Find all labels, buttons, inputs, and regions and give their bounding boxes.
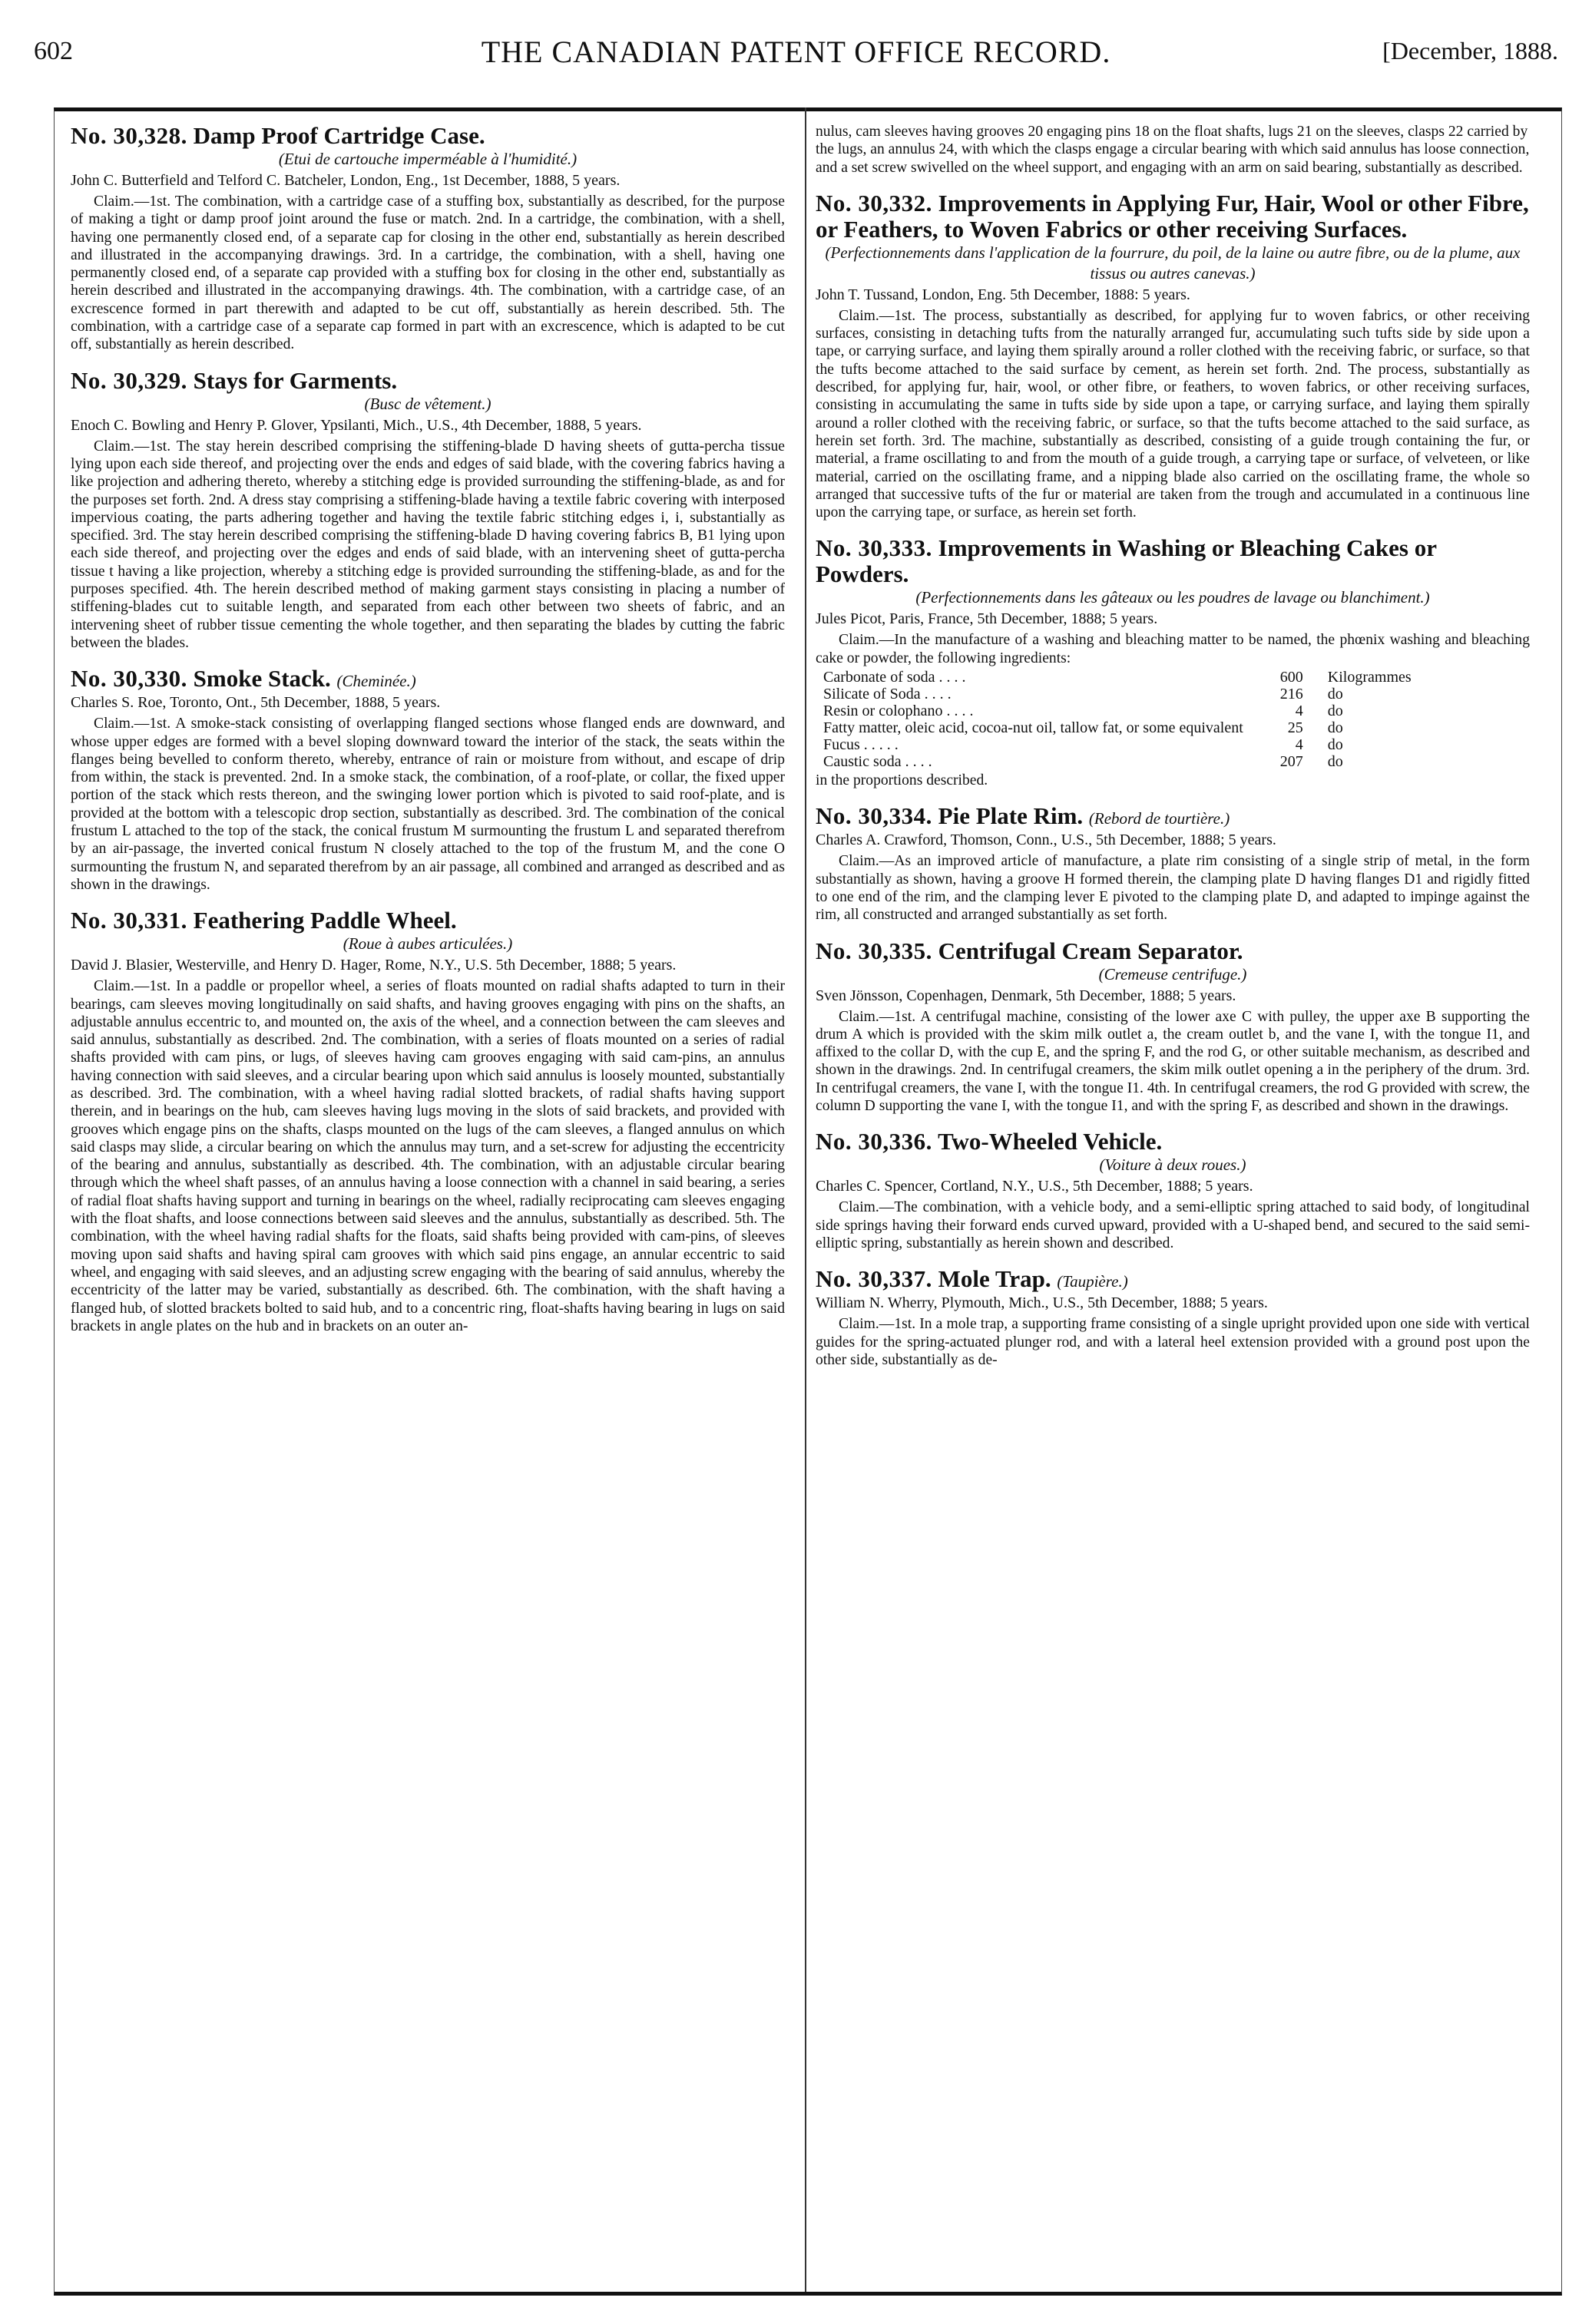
inventor-line: Sven Jönsson, Copenhagen, Denmark, 5th December, 1888; 5 years. <box>816 987 1236 1004</box>
patent-heading: No. 30,333. Improvements in Washing or Bleaching Cakes or Powders. <box>816 534 1437 588</box>
patent-entry <box>816 1129 1530 1252</box>
ingredient-row: Fatty matter, oleic acid, cocoa-nut oil, tallow fat, or some equivalent 25 do <box>823 719 1343 737</box>
patent-heading: No. 30,337. Mole Trap. (Taupière.) <box>816 1265 1128 1293</box>
right-column <box>816 123 1530 2273</box>
claim-text: nulus, cam sleeves having grooves 20 engaging pins 18 on the float shafts, lugs 21 on the sleeves, clasps 22 carried by the lugs, an annulus 24, with which the clasps engage a circular bearing with which said annulus has loose connection, and a set screw swivelled on the wheel support, and engaging with an arm on said bearing, substantially as described. <box>816 124 1530 176</box>
claim-text: Claim.—1st. In a mole trap, a supporting frame consisting of a single upright provided upon one side with vertical guides for the spring-actuated plunger rod, and with a lateral heel extension provided with a ground post upon the other side, substantially as de- <box>816 1316 1530 1368</box>
left-column <box>71 123 785 2273</box>
inventor-line: David J. Blasier, Westerville, and Henry D. Hager, Rome, N.Y., U.S. 5th December, 1888; 5 years. <box>71 957 677 974</box>
french-title: (Cremeuse centrifuge.) <box>1098 964 1247 983</box>
inventor-line: Charles S. Roe, Toronto, Ont., 5th December, 1888, 5 years. <box>71 694 441 712</box>
claim-text: Claim.—In the manufacture of a washing and bleaching matter to be named, the phœnix washing and bleaching cake or powder, the following ingredients: <box>816 632 1530 666</box>
french-title: (Busc de vêtement.) <box>364 394 492 413</box>
patent-entry <box>816 535 1530 789</box>
claim-text: Claim.—1st. A centrifugal machine, consisting of the lower axe C with pulley, the upper axe B supporting the drum A which is provided with the skim milk outlet a, the cream outlet b, and the vane I, with the tongue I1, and affixed to the collar D, with the cup E, and the spring F, and the rod G, or other suitable mechanism, as described and shown in the drawings. 2nd. In centrifugal creamers, the skim milk outlet opening a in the periphery of the drum. 3rd. In centrifugal creamers, the vane I, with the tongue I1. 4th. In centrifugal creamers, the rod G provided with screw, the column D supporting the vane I, with the tongue I1, and with the spring F, as described and shown in the drawings. <box>816 1008 1530 1115</box>
patent-entry <box>71 907 785 1335</box>
inventor-line: Charles C. Spencer, Cortland, N.Y., U.S., 5th December, 1888; 5 years. <box>816 1178 1253 1195</box>
column-divider <box>805 107 806 2292</box>
claim-text: Claim.—1st. In a paddle or propellor wheel, a series of floats mounted on radial shafts adapted to turn in their bearings, cam sleeves moving longitudinally on said shafts, and having grooves engaging with pins on the shafts, an adjustable annulus eccentric to, and mounted on, the axis of the wheel, and a connection between the cam sleeves and said annulus, substantially as described. 2nd. The combination, with a series of floats mounted on a series of radial shafts provided with cam pins, or lugs, of sleeves having cam grooves engaging with said cam-pins, an annulus having connection with said sleeves, and a circular bearing upon which said annulus is loosely mounted, substantially as described. 3rd. The combination, with a wheel having radial slotted brackets, of radial shafts having support therein, and in bearings on the hub, cam sleeves having lugs moving in the slots of said brackets, and provided with grooves which engage pins on the shafts, clasps mounted on the lugs of the cam sleeves, a flanged annulus on which said clasps may slide, a circular bearing on which the annulus may turn, and a set-screw for adjusting the eccentricity of the bearing and annulus, substantially as described. 4th. The combination, with an adjustable circular bearing through which the wheel shaft passes, of an annulus having a loose connection with a channel in said bearing, a series of radial float shafts having support and turning in bearings on the wheel, radially reciprocating cam sleeves engaging with the float shafts, and loose connections between said sleeves and the annulus, substantially as described. 5th. The combination, with the wheel having radial shafts for the floats, said shafts being provided with cam-pins, of sleeves moving upon said shafts and having spiral cam grooves with which said pins engage, an annular eccentric to said wheel, and engaging with said sleeves, and an adjusting screw engaging with the bearing of said annulus, whereby the eccentricity of the latter may be varied, substantially as described. 6th. The combination, with the shaft having a flanged hub, of slotted brackets bolted to said hub, and to a concentric ring, float-shafts having bearing in lugs on said brackets in angle plates on the hub and in brackets on an outer an- <box>71 978 785 1334</box>
patent-entry <box>816 803 1530 924</box>
inventor-line: John C. Butterfield and Telford C. Batcheler, London, Eng., 1st December, 1888, 5 years. <box>71 172 621 189</box>
claim-text: Claim.—1st. The process, substantially as described, for applying fur to woven fabrics, or other receiving surfaces, consisting in detaching tufts from the naturally arranged fur, accumulating such tufts side by side upon a tape, or carrying surface, and laying them spirally around a roller clothed with the receiving fabric, or surface, so that the tufts become attached to the said surface by cement, as herein set forth. 2nd. The process, substantially as described, for applying fur, hair, wool, or other fibre, or feathers, to woven fabrics, or other receiving surfaces, consisting in accumulating the same in tufts side by side upon a tape, or carrying surface, and laying them spirally around a roller clothed with the receiving fabric, or surface, so that the tufts become attached to the said surface, as herein set forth. 3rd. The machine, substantially as described, consisting of a guide trough containing the fur, or material, a frame oscillating to and from the mouth of a guide trough, a carrying tape or surface, of velveteen, or like material, carried on the oscillating frame, and a nipping blade also carried on the oscillating frame, the whole so arranged that successive tufts of the fur or material are taken from the trough and accumulated in a continuous line upon the carrying tape, or surface, as herein set forth. <box>816 307 1530 521</box>
ingredient-table <box>823 669 1418 770</box>
claim-tail: in the proportions described. <box>816 772 988 789</box>
claim-text: Claim.—1st. The combination, with a cartridge case of a stuffing box, substantially as described, for the purpose of making a tight or damp proof joint around the fuse or match. 2nd. In a cartridge, the combination, with a shell, having one permanently closed end, of a separate cap for closing in the other end, substantially as herein described and illustrated in the accompanying drawings. 3rd. In a cartridge, the combination, with a shell, having one permanently closed end, of a separate cap provided with a stuffing box for closing in the other end, substantially as herein described and illustrated in the accompanying drawings. 4th. The combination, with a cartridge case, of an excrescence formed in part therewith and adapted to be cut off, substantially as herein described. 5th. The combination, with a cartridge case of a separate cap formed in part with an excrescence, which is adapted to be cut off, substantially as herein described. <box>71 193 785 353</box>
inventor-line: Charles A. Crawford, Thomson, Conn., U.S., 5th December, 1888; 5 years. <box>816 831 1276 849</box>
page-number: 602 <box>34 37 73 65</box>
claim-text: Claim.—The combination, with a vehicle body, and a semi-elliptic spring attached to said body, of longitudinal side springs having their forward ends curved upward, provided with a U-shaped bend, and secured to the said semi-elliptic spring, substantially as herein shown and described. <box>816 1199 1530 1251</box>
patent-entry <box>71 368 785 653</box>
patent-heading: No. 30,328. Damp Proof Cartridge Case. <box>71 123 485 149</box>
ingredient-row: Carbonate of soda . . . . 600 Kilogrammes <box>823 669 1412 686</box>
patent-heading: No. 30,334. Pie Plate Rim. (Rebord de tourtière.) <box>816 802 1230 830</box>
french-title: (Voiture à deux roues.) <box>1099 1155 1246 1175</box>
french-title: (Perfectionnements dans les gâteaux ou les poudres de lavage ou blanchiment.) <box>915 588 1430 607</box>
claim-text: Claim.—1st. The stay herein described comprising the stiffening-blade D having sheets of gutta-percha tissue lying upon each side thereof, and projecting over the ends and edges of said blade, with the covering fabrics having a like projection and adhering thereto, whereby a stitching edge is provided surrounding the stiffening-blade, as and for the purposes set forth. 2nd. A dress stay comprising a stiffening-blade having a textile fabric covering with interposed impervious coating, the parts adhering together and having the textile fabric stitching edges i, i, substantially as specified. 3rd. The stay herein described comprising the stiffening-blade D having covering fabrics B, B1 lying upon each side thereof, and projecting over the edges and ends of said blade, with an intervening sheet of gutta-percha tissue t having a like projection, whereby a stitching edge is provided surrounding the stiffening-blade, as and for the purposes specified. 4th. The herein described method of making garment stays consisting in placing a number of stiffening-blades cut to suitable length, and separated from each other between two sheets of fabric, and an intervening sheet of rubber tissue cementing the whole together, and then separating the blades by cutting the fabric between the blades. <box>71 438 785 651</box>
inventor-line: John T. Tussand, London, Eng. 5th December, 1888: 5 years. <box>816 286 1190 303</box>
patent-entry <box>816 190 1530 522</box>
patent-entry <box>816 938 1530 1116</box>
inventor-line: William N. Wherry, Plymouth, Mich., U.S., 5th December, 1888; 5 years. <box>816 1294 1268 1312</box>
patent-entry <box>71 123 785 354</box>
page-header <box>34 31 1558 77</box>
claim-text: Claim.—As an improved article of manufacture, a plate rim consisting of a single strip of metal, in the form substantially as shown, having a groove H formed therein, the clamping plate D having flanges D1 and rigidly fitted to one end of the rim, and the clamping lever E pivoted to the clamping plate D, and adapted to impinge against the rim, all constructed and arranged substantially as set forth. <box>816 853 1530 924</box>
inventor-line: Enoch C. Bowling and Henry P. Glover, Ypsilanti, Mich., U.S., 4th December, 1888, 5 years. <box>71 416 642 434</box>
issue-date: [December, 1888. <box>1382 37 1558 64</box>
patent-heading: No. 30,330. Smoke Stack. (Cheminée.) <box>71 665 416 693</box>
ingredient-row: Fucus . . . . . 4 do <box>823 736 1343 754</box>
continued-claim <box>816 123 1530 177</box>
claim-text: Claim.—1st. A smoke-stack consisting of overlapping flanged sections whose flanged ends are downward, and whose upper edges are formed with a bevel sloping downward toward the interior of the stack, the seats within the flanges being bevelled to conform thereto, whereby, entrance of rain or moisture from without, and escape of drip from within, the stack is prevented. 2nd. In a smoke stack, the combination, of a roof-plate, or collar, the fixed upper portion of the stack which rests thereon, and the swinging lower portion which is pivoted to said roof-plate, and is provided at the bottom with a telescopic drop section, substantially as described. 3rd. The combination of the conical frustum L attached to the top of the stack, the conical frustum M surmounting the frustum L and separated therefrom by an air-passage, the inverted conical frustum N closely attached to the top of the frustum M, and the cone O surmounting the frustum N, and separated therefrom by an air passage, all combined and arranged as described and as shown in the drawings. <box>71 716 785 893</box>
inventor-line: Jules Picot, Paris, France, 5th December, 1888; 5 years. <box>816 610 1158 628</box>
ingredient-row: Resin or colophano . . . . 4 do <box>823 702 1343 720</box>
journal-title: THE CANADIAN PATENT OFFICE RECORD. <box>481 35 1111 69</box>
patent-heading: No. 30,332. Improvements in Applying Fur, Hair, Wool or other Fibre, or Feathers, to Woven Fabrics or other receiving Surfaces. <box>816 189 1529 243</box>
patent-entry <box>71 666 785 894</box>
ingredient-row: Caustic soda . . . . 207 do <box>823 753 1343 771</box>
french-title: (Etui de cartouche imperméable à l'humidité.) <box>278 150 578 168</box>
french-title: (Roue à aubes articulées.) <box>343 934 513 954</box>
patent-heading: No. 30,329. Stays for Garments. <box>71 366 398 394</box>
ingredient-row: Silicate of Soda . . . . 216 do <box>823 686 1343 703</box>
patent-heading: No. 30,331. Feathering Paddle Wheel. <box>71 907 457 934</box>
patent-entry <box>816 1266 1530 1369</box>
patent-heading: No. 30,335. Centrifugal Cream Separator. <box>816 937 1243 964</box>
patent-heading: No. 30,336. Two-Wheeled Vehicle. <box>816 1128 1163 1155</box>
french-title: (Perfectionnements dans l'application de la fourrure, du poil, de la laine ou autre fibre, ou de la plume, aux tissus ou autres canevas.) <box>825 243 1521 283</box>
